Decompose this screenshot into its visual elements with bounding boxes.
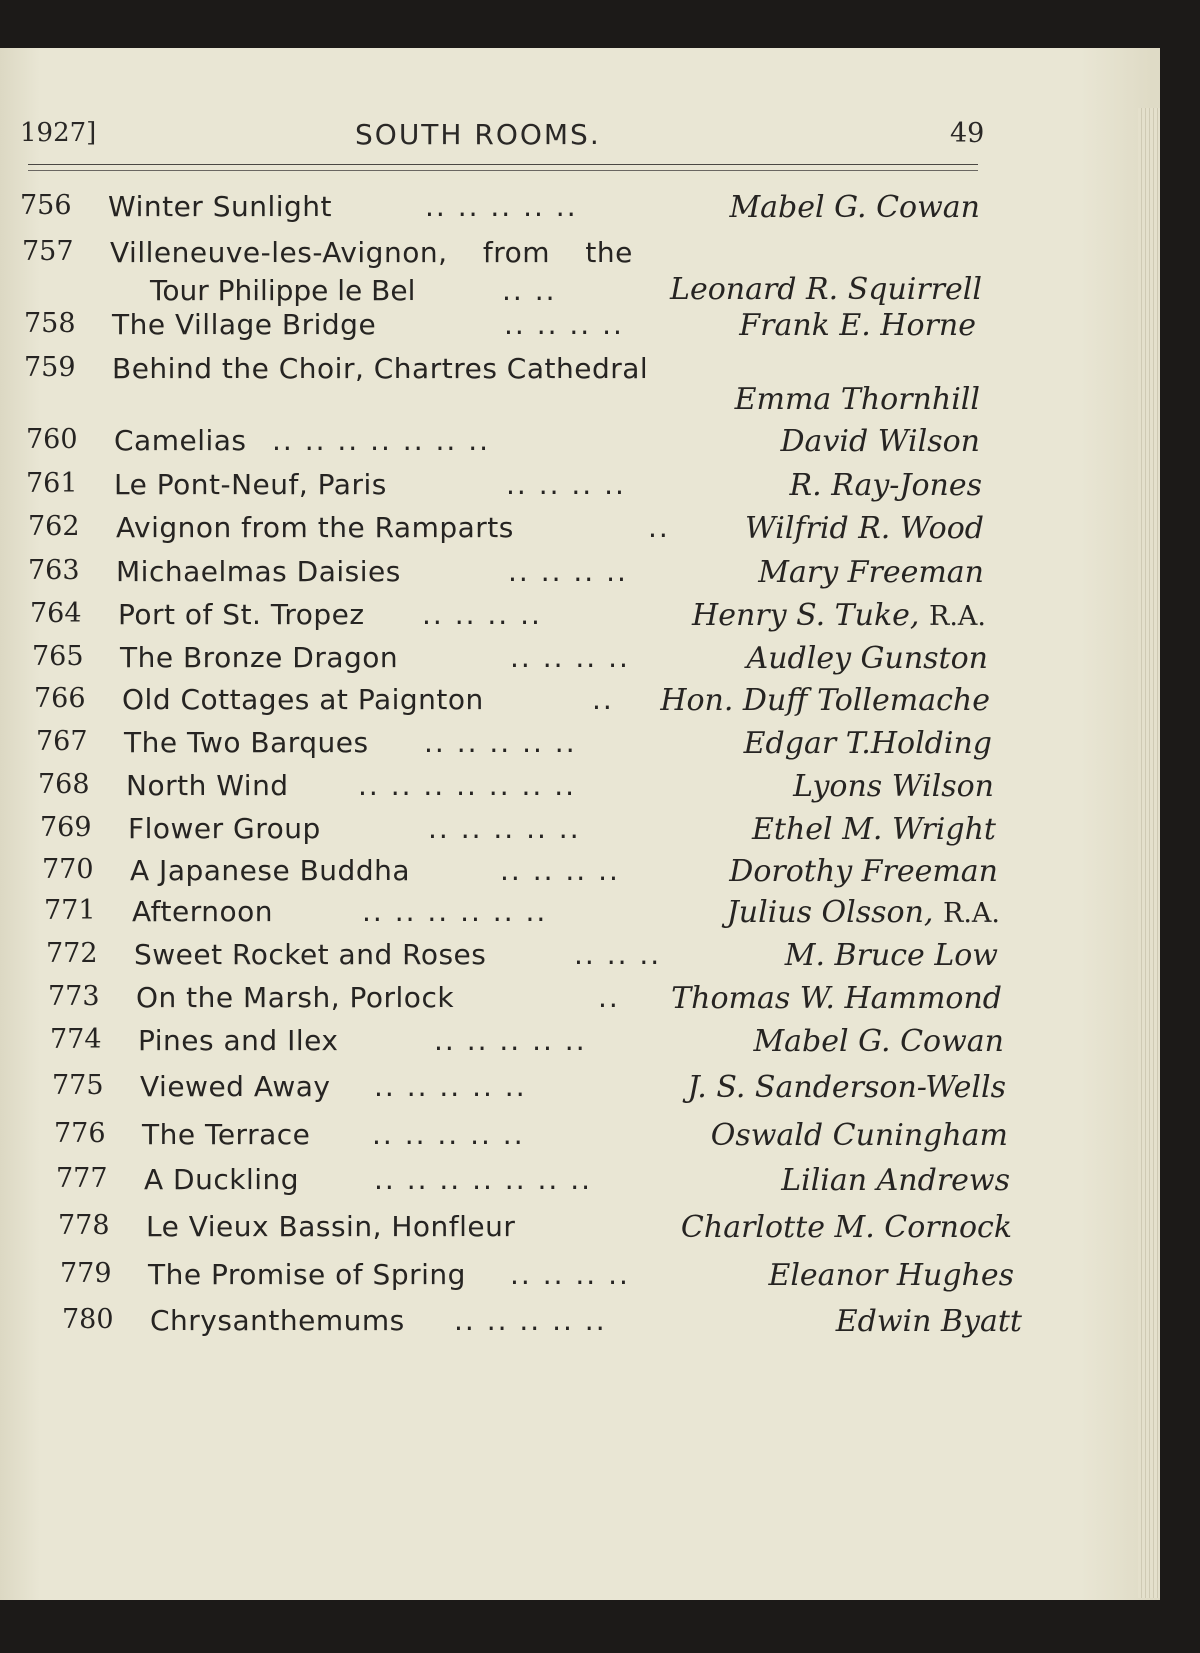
catalogue-entry: [26, 468, 982, 512]
entry-artist: J. S. Sanderson-Wells: [687, 1070, 1006, 1105]
entry-title: Le Pont-Neuf, Paris: [114, 468, 387, 501]
entry-title: Michaelmas Daisies: [116, 555, 401, 588]
leader-dots: .. .. .. .. ..: [454, 1304, 607, 1337]
entry-number: 775: [52, 1070, 104, 1101]
entry-number: 763: [28, 555, 80, 586]
leader-dots: .. .. .. ..: [500, 854, 620, 887]
entry-number: 764: [30, 598, 82, 629]
entry-number: 778: [58, 1210, 110, 1241]
leader-dots: ..: [598, 981, 620, 1014]
catalogue-entry: [40, 812, 996, 856]
entry-number: 774: [50, 1024, 102, 1055]
running-header: [20, 118, 990, 158]
entry-artist: Wilfrid R. Wood: [744, 511, 984, 546]
entry-number: 768: [38, 769, 90, 800]
catalogue-entry: [38, 769, 994, 813]
catalogue-entry: [20, 190, 980, 234]
entry-title: Avignon from the Ramparts: [116, 511, 514, 544]
entry-number: 772: [46, 938, 98, 969]
entry-artist: Edwin Byatt: [835, 1304, 1022, 1339]
catalogue-entry: [32, 641, 988, 685]
leader-dots: .. .. .. .. .. ..: [362, 895, 548, 928]
leader-dots: .. .. .. .. ..: [428, 812, 581, 845]
entry-title: The Terrace: [142, 1118, 311, 1151]
entry-artist: M. Bruce Low: [784, 938, 998, 973]
entry-number: 770: [42, 854, 94, 885]
leader-dots: .. .. .. ..: [510, 641, 630, 674]
leader-dots: ..: [648, 511, 670, 544]
entry-number: 759: [24, 352, 76, 383]
entry-artist: Ethel M. Wright: [752, 812, 996, 847]
entry-number: 761: [26, 468, 78, 499]
catalogue-entry: [44, 895, 1000, 939]
leader-dots: ..: [592, 683, 614, 716]
entry-number: 757: [22, 236, 74, 267]
entry-artist: Eleanor Hughes: [768, 1258, 1014, 1293]
entry-title: North Wind: [126, 769, 289, 802]
entry-artist: Oswald Cuningham: [710, 1118, 1008, 1153]
catalogue-entry: [42, 854, 998, 898]
entry-number: 765: [32, 641, 84, 672]
entry-number: 777: [56, 1163, 108, 1194]
entry-title: Flower Group: [128, 812, 321, 845]
catalogue-entry: [26, 424, 980, 468]
entry-number: 779: [60, 1258, 112, 1289]
leader-dots: .. .. .. ..: [504, 308, 624, 341]
catalogue-entry: [28, 511, 984, 555]
catalogue-entry: [58, 1210, 1012, 1254]
leader-dots: .. .. .. ..: [508, 555, 628, 588]
entry-artist: [692, 598, 986, 633]
leader-dots: .. .. .. .. .. .. ..: [358, 769, 577, 802]
entry-artist: Mary Freeman: [758, 555, 984, 590]
entry-title: Viewed Away: [140, 1070, 331, 1103]
catalogue-entry: [56, 1163, 1010, 1207]
entry-artist: Thomas W. Hammond: [671, 981, 1002, 1016]
entry-number: 756: [20, 190, 72, 221]
catalogue-entry: [24, 308, 976, 352]
leader-dots: .. .. .. .. ..: [372, 1118, 525, 1151]
entry-number: 769: [40, 812, 92, 843]
artist-name: Henry S. Tuke,: [692, 598, 920, 633]
entry-title-continued: Tour Philippe le Bel: [150, 274, 416, 307]
catalogue-entry: [22, 236, 982, 316]
catalogue-entry: [34, 683, 990, 727]
entry-number: 771: [44, 895, 96, 926]
leader-dots: .. ..: [502, 274, 557, 307]
leader-dots: .. .. .. ..: [506, 468, 626, 501]
entry-artist: Mabel G. Cowan: [753, 1024, 1004, 1059]
entry-number: 760: [26, 424, 78, 455]
entry-title: Winter Sunlight: [108, 190, 333, 223]
entry-title: Camelias: [114, 424, 247, 457]
entry-number: 766: [34, 683, 86, 714]
entry-artist: R. Ray-Jones: [789, 468, 982, 503]
entry-artist: Lilian Andrews: [781, 1163, 1010, 1198]
header-year: 1927]: [20, 118, 97, 148]
entry-title: Le Vieux Bassin, Honfleur: [146, 1210, 516, 1243]
page-edge: [1138, 108, 1160, 1598]
entry-artist: Frank E. Horne: [739, 308, 976, 343]
entry-title: Chrysanthemums: [150, 1304, 405, 1337]
entry-title: A Japanese Buddha: [130, 854, 410, 887]
catalogue-entry: [60, 1258, 1014, 1302]
entry-artist: Hon. Duff Tollemache: [660, 683, 990, 718]
entry-artist: Edgar T.Holding: [743, 726, 992, 761]
leader-dots: .. .. .. .. ..: [424, 726, 577, 759]
entry-title: Pines and Ilex: [138, 1024, 339, 1057]
entry-artist: Dorothy Freeman: [729, 854, 998, 889]
catalogue-entry: [28, 555, 984, 599]
entry-artist: Emma Thornhill: [734, 382, 980, 417]
entry-number: 780: [62, 1304, 114, 1335]
entry-title: On the Marsh, Porlock: [136, 981, 455, 1014]
artist-suffix: R.A.: [943, 898, 1000, 929]
header-rule: [28, 164, 978, 165]
entry-title: The Promise of Spring: [148, 1258, 466, 1291]
artist-suffix: R.A.: [929, 601, 986, 632]
leader-dots: .. .. .. .. .. .. ..: [272, 424, 491, 457]
entry-title: Behind the Choir, Chartres Cathedral: [112, 352, 649, 385]
leader-dots: .. .. .. ..: [510, 1258, 630, 1291]
catalogue-entry: [50, 1024, 1004, 1068]
entry-title: Port of St. Tropez: [118, 598, 365, 631]
entry-artist: David Wilson: [780, 424, 980, 459]
catalogue-entry: [24, 352, 980, 432]
entry-number: 773: [48, 981, 100, 1012]
entry-number: 776: [54, 1118, 106, 1149]
entry-title: Villeneuve-les-Avignon, from the: [110, 236, 633, 269]
entry-artist: [727, 895, 1000, 930]
catalogue-entry: [36, 726, 992, 770]
entry-title: Old Cottages at Paignton: [122, 683, 484, 716]
catalogue-entry: [62, 1304, 1022, 1348]
page-number: 49: [950, 118, 985, 149]
entry-title: The Village Bridge: [112, 308, 377, 341]
entry-artist: Audley Gunston: [746, 641, 988, 676]
entry-number: 767: [36, 726, 88, 757]
leader-dots: .. .. .. .. ..: [425, 190, 578, 223]
entry-artist: Charlotte M. Cornock: [680, 1210, 1012, 1245]
entry-title: Sweet Rocket and Roses: [134, 938, 487, 971]
leader-dots: .. .. .. ..: [422, 598, 542, 631]
catalogue-entry: [30, 598, 986, 642]
leader-dots: .. .. .. .. ..: [434, 1024, 587, 1057]
header-title: SOUTH ROOMS.: [355, 118, 601, 151]
leader-dots: .. .. .. .. ..: [374, 1070, 527, 1103]
entry-title: The Two Barques: [124, 726, 369, 759]
catalogue-entry: [52, 1070, 1006, 1114]
artist-name: Julius Olsson,: [726, 895, 934, 930]
entry-number: 762: [28, 511, 80, 542]
entry-artist: Mabel G. Cowan: [729, 190, 980, 225]
entry-title: The Bronze Dragon: [120, 641, 399, 674]
catalogue-entry: [46, 938, 998, 982]
entry-artist: Leonard R. Squirrell: [670, 272, 982, 307]
leader-dots: .. .. ..: [574, 938, 662, 971]
entry-artist: Lyons Wilson: [793, 769, 994, 804]
entry-number: 758: [24, 308, 76, 339]
entry-title: A Duckling: [144, 1163, 300, 1196]
header-rule-thin: [28, 170, 978, 171]
entry-title: Afternoon: [132, 895, 273, 928]
leader-dots: .. .. .. .. .. .. ..: [374, 1163, 593, 1196]
catalogue-entry: [48, 981, 1002, 1025]
catalogue-entry: [54, 1118, 1008, 1162]
